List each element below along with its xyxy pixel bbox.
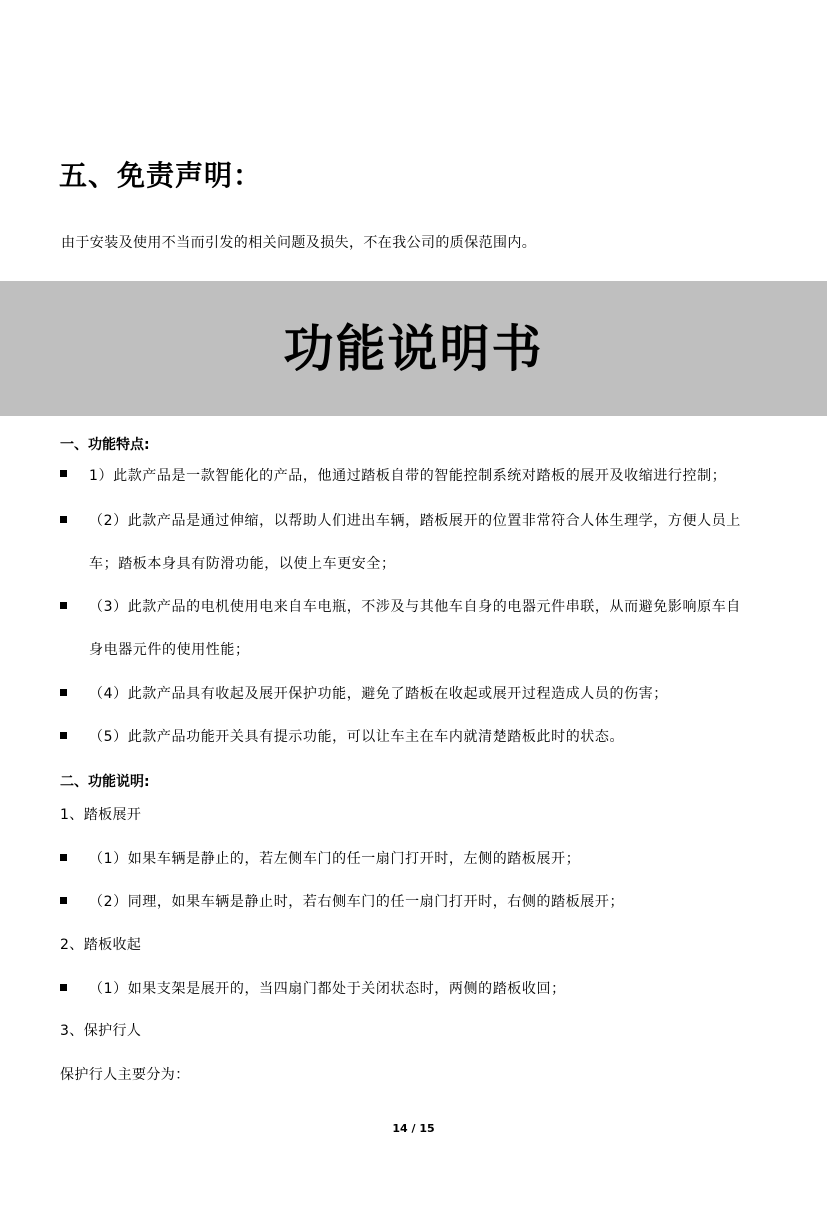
bullet-icon (60, 854, 67, 861)
bullet-icon (60, 602, 67, 609)
feature-item-3-line2: 身电器元件的使用性能； (89, 642, 250, 658)
page-number: 14 / 15 (392, 1122, 435, 1135)
disclaimer-text: 由于安装及使用不当而引发的相关问题及损失，不在我公司的质保范围内。 (61, 235, 537, 251)
feature-item-5: （5）此款产品功能开关具有提示功能，可以让车主在车内就清楚踏板此时的状态。 (89, 729, 625, 745)
bullet-icon (60, 732, 67, 739)
deploy-title: 1、踏板展开 (60, 807, 142, 823)
feature-item-2-line2: 车；踏板本身具有防滑功能，以使上车更安全； (89, 556, 396, 572)
feature-item-2-line1: （2）此款产品是通过伸缩，以帮助人们进出车辆，踏板展开的位置非常符合人体生理学，方便人员上 (89, 513, 741, 529)
deploy-item-1: （1）如果车辆是静止的，若左侧车门的任一扇门打开时，左侧的踏板展开； (89, 851, 581, 867)
disclaimer-heading: 五、免责声明： (59, 159, 263, 192)
bullet-icon (60, 689, 67, 696)
feature-item-1: 1）此款产品是一款智能化的产品，他通过踏板自带的智能控制系统对踏板的展开及收缩进行控制； (89, 468, 727, 484)
deploy-item-2: （2）同理，如果车辆是静止时，若右侧车门的任一扇门打开时，右侧的踏板展开； (89, 894, 625, 910)
bullet-icon (60, 984, 67, 991)
functions-heading: 二、功能说明: (60, 774, 150, 790)
manual-title: 功能说明书 (283, 320, 544, 378)
features-heading: 一、功能特点: (60, 437, 150, 453)
bullet-icon (60, 897, 67, 904)
title-banner (0, 281, 827, 416)
bullet-icon (60, 470, 67, 477)
protect-title: 3、保护行人 (60, 1023, 142, 1039)
feature-item-4: （4）此款产品具有收起及展开保护功能，避免了踏板在收起或展开过程造成人员的伤害； (89, 686, 668, 702)
retract-item-1: （1）如果支架是展开的，当四扇门都处于关闭状态时，两侧的踏板收回； (89, 981, 566, 997)
bullet-icon (60, 516, 67, 523)
protect-intro: 保护行人主要分为： (60, 1067, 190, 1083)
feature-item-3-line1: （3）此款产品的电机使用电来自车电瓶，不涉及与其他车自身的电器元件串联，从而避免影响原车自 (89, 599, 741, 615)
retract-title: 2、踏板收起 (60, 937, 142, 953)
